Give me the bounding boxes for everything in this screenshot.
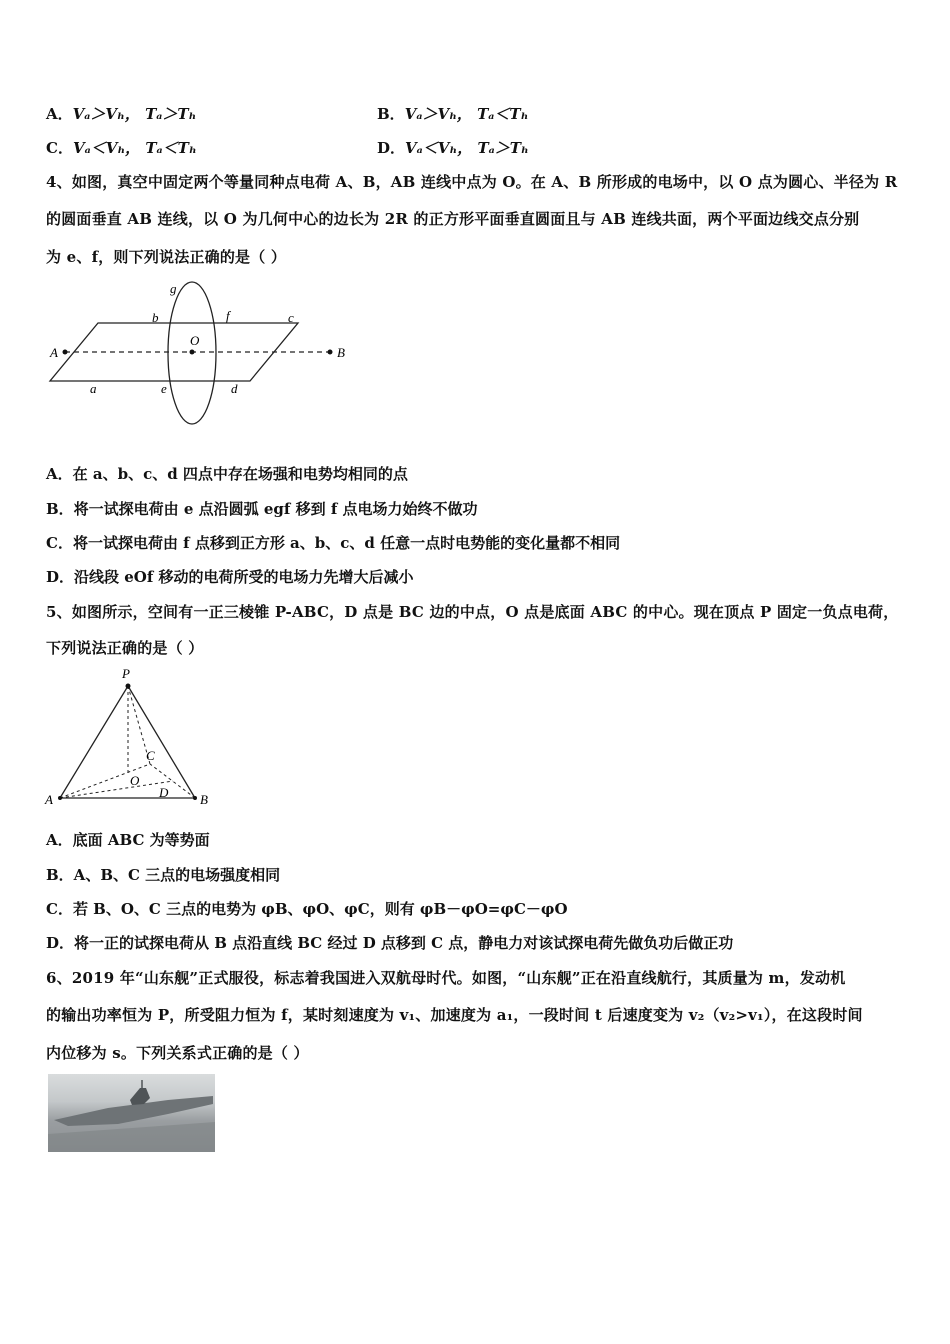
q5-line-1: 5、如图所示，空间有一正三棱锥 P-ABC，D 点是 BC 边的中点，O 点是底面 ABC 的中心。现在顶点 P 固定一负点电荷，: [46, 603, 899, 621]
prev-option-b: [377, 103, 528, 124]
option-text: Vₐ＜Vₕ， Tₐ＞Tₕ: [405, 139, 529, 157]
option-text: Vₐ＞Vₕ， Tₐ＞Tₕ: [72, 105, 197, 123]
q6-line-3: 内位移为 s。下列关系式正确的是（ ）: [46, 1044, 309, 1062]
option-text: Vₐ＞Vₕ， Tₐ＜Tₕ: [404, 105, 529, 123]
label-D: D: [159, 785, 169, 800]
prev-option-c: [46, 137, 197, 158]
label-A: A: [45, 792, 53, 807]
label-b: b: [152, 310, 159, 325]
edge-ad: [60, 781, 173, 798]
option-label: B．: [377, 105, 405, 123]
label-a: a: [90, 381, 97, 396]
label-d: d: [231, 381, 238, 396]
prev-option-d: [377, 137, 529, 158]
edge-pa: [60, 686, 128, 798]
q5-option-c: C．若 B、O、C 三点的电势为 φB、φO、φC，则有 φB－φO=φC－φO: [46, 900, 568, 918]
point-p: [126, 684, 131, 689]
q4-option-b: B．将一试探电荷由 e 点沿圆弧 egf 移到 f 点电场力始终不做功: [46, 500, 478, 518]
point-a: [58, 796, 62, 800]
label-O: O: [130, 773, 140, 788]
point-a: [63, 350, 68, 355]
label-A: A: [50, 345, 58, 360]
aircraft-carrier-photo: [48, 1074, 215, 1152]
q5-option-d: D．将一正的试探电荷从 B 点沿直线 BC 经过 D 点移到 C 点，静电力对该试探电荷先做负功后做正功: [46, 934, 734, 952]
label-c: c: [288, 310, 294, 325]
q5-option-a: A．底面 ABC 为等势面: [46, 831, 210, 849]
q6-line-2: 的输出功率恒为 P，所受阻力恒为 f，某时刻速度为 v₁、加速度为 a₁，一段时间 t 后速度变为 v₂（v₂>v₁），在这段时间: [46, 1006, 863, 1024]
option-label: A．: [46, 105, 73, 123]
label-f: f: [226, 308, 230, 323]
option-label: C．: [46, 139, 73, 157]
q6-line-1: 6、2019 年“山东舰”正式服役，标志着我国进入双航母时代。如图，“山东舰”正在沿直线航行，其质量为 m，发动机: [46, 969, 846, 987]
point-b: [328, 350, 333, 355]
q4-line-2: 的圆面垂直 AB 连线，以 O 为几何中心的边长为 2R 的正方形平面垂直圆面且与 AB 连线共面，两个平面边线交点分别: [46, 210, 860, 228]
label-B: B: [200, 792, 208, 807]
q4-option-a: A．在 a、b、c、d 四点中存在场强和电势均相同的点: [46, 465, 408, 483]
q4-line-3: 为 e、f，则下列说法正确的是（ ）: [46, 248, 287, 266]
q4-line-1: 4、如图，真空中固定两个等量同种点电荷 A、B，AB 连线中点为 O。在 A、B 所形成的电场中，以 O 点为圆心、半径为 R: [46, 173, 898, 191]
label-P: P: [122, 666, 130, 681]
option-text: Vₐ＜Vₕ， Tₐ＜Tₕ: [72, 139, 197, 157]
q4-option-c: C．将一试探电荷由 f 点移到正方形 a、b、c、d 任意一点时电势能的变化量都不相同: [46, 534, 621, 552]
label-g: g: [170, 281, 177, 296]
point-b: [193, 796, 197, 800]
label-e: e: [161, 381, 167, 396]
label-C: C: [146, 748, 155, 763]
label-B: B: [337, 345, 345, 360]
prev-option-a: [46, 103, 196, 124]
q5-line-2: 下列说法正确的是（ ）: [46, 639, 204, 657]
q5-figure: [40, 664, 220, 814]
q4-figure: [40, 278, 360, 430]
carrier-silhouette-icon: [48, 1074, 215, 1152]
q4-option-d: D．沿线段 eOf 移动的电荷所受的电场力先增大后减小: [46, 568, 414, 586]
label-O: O: [190, 333, 200, 348]
option-label: D．: [377, 139, 406, 157]
point-o: [190, 350, 195, 355]
edge-bc: [150, 764, 195, 798]
q5-option-b: B．A、B、C 三点的电场强度相同: [46, 866, 281, 884]
